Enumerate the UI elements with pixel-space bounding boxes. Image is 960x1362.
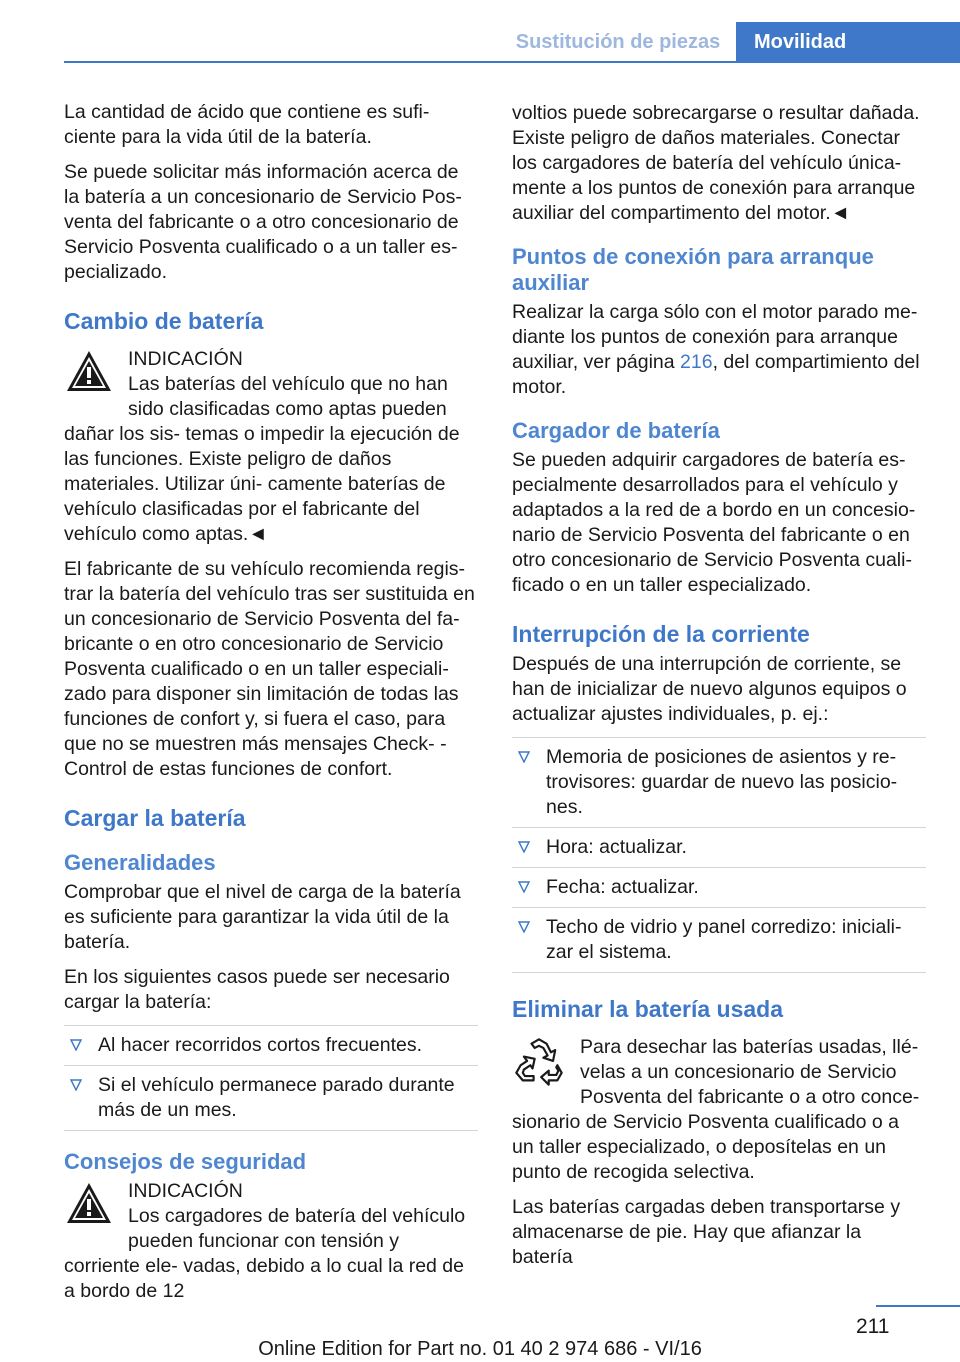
paragraph: El fabricante de su vehículo recomienda regis‐ trar la batería del vehículo tras ser sustituida en un concesionario de Servicio Posventa del fa‐ bricante o en otro concesionario de Servicio Posventa cualificado o en un taller especiali‐ zado para disponer sin limitación de todas las funciones de confort y, si fuera el caso, para que no se muestren más mensajes Check‐ -Control de estas funciones de confort.: [64, 558, 475, 780]
list-item: [512, 828, 926, 868]
header-section-tab: Sustitución de piezas: [515, 31, 721, 53]
warning-icon: [64, 1179, 114, 1229]
paragraph: La cantidad de ácido que contiene es sufi‐ ciente para la vida útil de la batería.: [64, 101, 430, 148]
left-column: [64, 100, 478, 1314]
bullet-list: [64, 1025, 478, 1131]
warning-icon: [64, 347, 114, 397]
triangle-bullet-icon: [518, 751, 530, 763]
paragraph-text: , del compartimiento del motor.: [512, 351, 920, 398]
note-text: Para desechar las baterías usadas, llé‐ velas a un concesionario de Servicio Posventa del fabricante o a otro conce‐ sionario de Servicio Posventa cualificado o a un taller especializado, o deposítelas en un punto de recogida selectiva.: [512, 1036, 920, 1183]
heading-interrupcion-corriente: Interrupción de la corriente: [512, 621, 810, 647]
list-item: [64, 1026, 478, 1066]
right-column: [512, 101, 926, 1280]
paragraph: En los siguientes casos puede ser necesario cargar la batería:: [64, 966, 450, 1013]
note-title: INDICACIÓN: [128, 348, 243, 370]
list-item-text: Al hacer recorridos cortos frecuentes.: [98, 1034, 423, 1056]
edition-footer: Online Edition for Part no. 01 40 2 974 686 - VI/16: [258, 1338, 702, 1360]
list-item: [64, 1066, 478, 1131]
paragraph: Después de una interrupción de corriente, se han de inicializar de nuevo algunos equipos o actualizar ajustes individuales, p. ej.:: [512, 653, 907, 725]
recycle-note: [512, 1035, 926, 1185]
list-item: [512, 738, 926, 828]
heading-consejos-seguridad: Consejos de seguridad: [64, 1149, 307, 1174]
bullet-list: [512, 737, 926, 973]
footer-rule: [876, 1305, 960, 1307]
page-link[interactable]: 216: [680, 351, 713, 373]
recycle-icon: [512, 1035, 566, 1089]
note-text: Los cargadores de batería del vehículo pueden funcionar con tensión y corriente ele‐ vadas, debido a lo cual la red de a bordo de 12: [64, 1205, 466, 1302]
heading-puntos-conexion: Puntos de conexión para arranque auxiliar: [512, 244, 874, 295]
triangle-bullet-icon: [518, 921, 530, 933]
paragraph: Las baterías cargadas deben transportarse y almacenarse de pie. Hay que afianzar la batería: [512, 1196, 901, 1268]
list-item: [512, 868, 926, 908]
heading-cambio-bateria: Cambio de batería: [64, 308, 264, 334]
paragraph-text: Realizar la carga sólo con el motor parado me‐ diante los puntos de conexión para arranque auxiliar, ver página: [512, 301, 918, 373]
paragraph: Se puede solicitar más información acerca de la batería a un concesionario de Servicio Pos‐ venta del fabricante o a otro concesionario de Servicio Posventa cualificado o a un taller es‐ pecializado.: [64, 161, 462, 283]
page-number: 211: [856, 1315, 890, 1338]
heading-cargador-bateria: Cargador de batería: [512, 418, 720, 443]
paragraph: [512, 300, 926, 400]
header-rule: [64, 61, 960, 63]
triangle-bullet-icon: [70, 1079, 82, 1091]
heading-eliminar-bateria: Eliminar la batería usada: [512, 996, 784, 1022]
triangle-bullet-icon: [518, 881, 530, 893]
paragraph: voltios puede sobrecargarse o resultar dañada. Existe peligro de daños materiales. Conectar los cargadores de batería del vehículo única‐ mente a los puntos de conexión para arranque auxiliar del compartimento del motor.◄: [512, 102, 920, 224]
triangle-bullet-icon: [518, 841, 530, 853]
paragraph: Se pueden adquirir cargadores de batería es‐ pecialmente desarrollados para el vehículo y adaptados a la red de a bordo en un concesio‐ nario de Servicio Posventa del fabricante o en otro concesionario de Servicio Posventa cuali‐ ficado o en un taller especializado.: [512, 449, 916, 596]
list-item-text: Fecha: actualizar.: [546, 876, 699, 898]
note-text: Las baterías del vehículo que no han sido clasificadas como aptas pueden dañar los sis‐ temas o impedir la ejecución de las funciones. Existe peligro de daños materiales. Utilizar úni‐ camente baterías de vehículo clasificadas por el fabricante del vehículo como aptas.◄: [64, 373, 460, 545]
warning-note: [64, 347, 478, 547]
paragraph: Comprobar que el nivel de carga de la batería es suficiente para garantizar la vida útil de la batería.: [64, 881, 461, 953]
list-item-text: Si el vehículo permanece parado durante más de un mes.: [98, 1074, 455, 1121]
list-item-text: Techo de vidrio y panel corredizo: iniciali‐ zar el sistema.: [546, 916, 902, 963]
heading-generalidades: Generalidades: [64, 850, 216, 875]
triangle-bullet-icon: [70, 1039, 82, 1051]
list-item: [512, 908, 926, 973]
header-chapter-tab: Movilidad: [736, 22, 960, 62]
heading-cargar-bateria: Cargar la batería: [64, 805, 246, 831]
warning-note: [64, 1179, 478, 1304]
list-item-text: Memoria de posiciones de asientos y re‐ trovisores: guardar de nuevo las posicio‐ nes.: [546, 746, 898, 818]
list-item-text: Hora: actualizar.: [546, 836, 687, 858]
note-title: INDICACIÓN: [128, 1180, 243, 1202]
